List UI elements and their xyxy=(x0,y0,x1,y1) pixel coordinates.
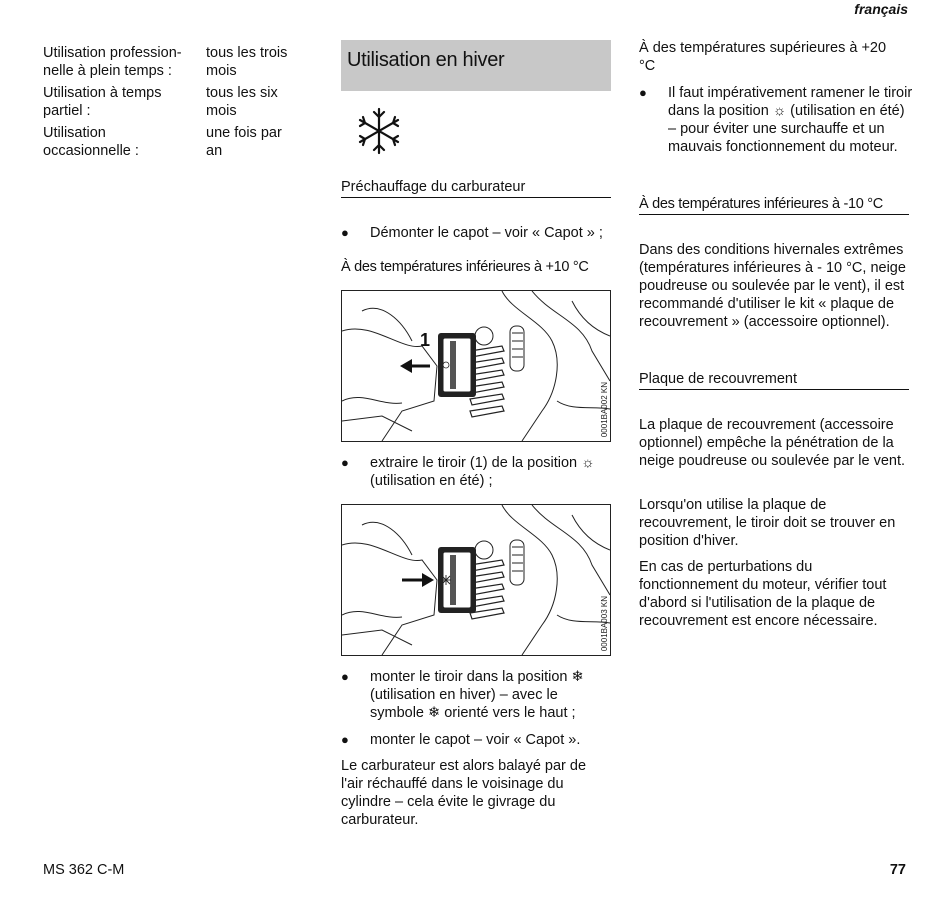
step-text: extraire le tiroir (1) de la position ☼ (utilisation en été) ; xyxy=(370,455,595,489)
plate-paragraph: La plaque de recouvrement (accessoire optionnel) empêche la pénétration de la neige poudreuse ou soulevée par le vent. xyxy=(639,417,906,469)
figure-winter-position xyxy=(341,504,611,656)
model-label: MS 362 C-M xyxy=(43,862,125,878)
above-20-heading: À des températures supérieures à +20 °C xyxy=(639,40,887,74)
bullet-icon: ● xyxy=(341,669,349,684)
subheading-preheat: Préchauffage du carburateur xyxy=(341,178,611,198)
bullet-icon: ● xyxy=(341,732,349,747)
above-20-text: Il faut impérativement ramener le tiroir dans la position ☼ (utilisation en été) – pour éviter une surchauffe et un mauvais fonctionnement du moteur. xyxy=(668,85,913,155)
snowflake-icon xyxy=(355,106,403,156)
bullet-icon: ● xyxy=(341,225,349,240)
callout-number: 1 xyxy=(420,330,431,350)
table-row-label: Utilisation profession- nelle à plein temps : xyxy=(43,45,182,79)
language-label: français xyxy=(854,1,908,17)
step-text: monter le tiroir dans la position ❄ (utilisation en hiver) – avec le symbole ❄ orienté vers le haut ; xyxy=(370,669,584,721)
carburetor-illustration xyxy=(342,291,610,441)
below-10-label: À des températures inférieures à +10 °C xyxy=(341,259,589,275)
table-row-value: une fois par an xyxy=(206,125,282,159)
figure-code: 0001BA003 KN xyxy=(600,595,609,651)
step-text: Démonter le capot – voir « Capot » ; xyxy=(370,225,603,241)
bullet-icon: ● xyxy=(341,455,349,470)
figure-code: 0001BA002 KN xyxy=(600,381,609,437)
page-number: 77 xyxy=(889,862,906,878)
section-title: Utilisation en hiver xyxy=(347,49,505,71)
plate-paragraph: En cas de perturbations du fonctionnement du moteur, vérifier tout d'abord si l'utilisation de la plaque de recouvrement est encore nécessaire. xyxy=(639,559,887,629)
plate-paragraph: Lorsqu'on utilise la plaque de recouvrement, le tiroir doit se trouver en position d'hiver. xyxy=(639,497,896,549)
section-banner xyxy=(341,40,611,91)
carburetor-illustration xyxy=(342,505,610,655)
table-row-label: Utilisation à temps partiel : xyxy=(43,85,162,119)
table-row-value: tous les six mois xyxy=(206,85,278,119)
plate-heading: Plaque de recouvrement xyxy=(639,370,909,390)
below-minus-10-text: Dans des conditions hivernales extrêmes (températures inférieures à - 10 °C, neige poudreuse ou soulevée par le vent), il est recommandé d'utiliser le kit « plaque de recouvrement » (accessoire optionnel). xyxy=(639,242,906,330)
table-row-value: tous les trois mois xyxy=(206,45,288,79)
table-row-label: Utilisation occasionnelle : xyxy=(43,125,139,159)
step-text: monter le capot – voir « Capot ». xyxy=(370,732,581,748)
below-minus-10-heading: À des températures inférieures à -10 °C xyxy=(639,195,909,215)
bullet-icon: ● xyxy=(639,85,647,100)
figure-summer-position xyxy=(341,290,611,442)
result-paragraph: Le carburateur est alors balayé par de l'air réchauffé dans le voisinage du cylindre – cela évite le givrage du carburateur. xyxy=(341,758,587,828)
